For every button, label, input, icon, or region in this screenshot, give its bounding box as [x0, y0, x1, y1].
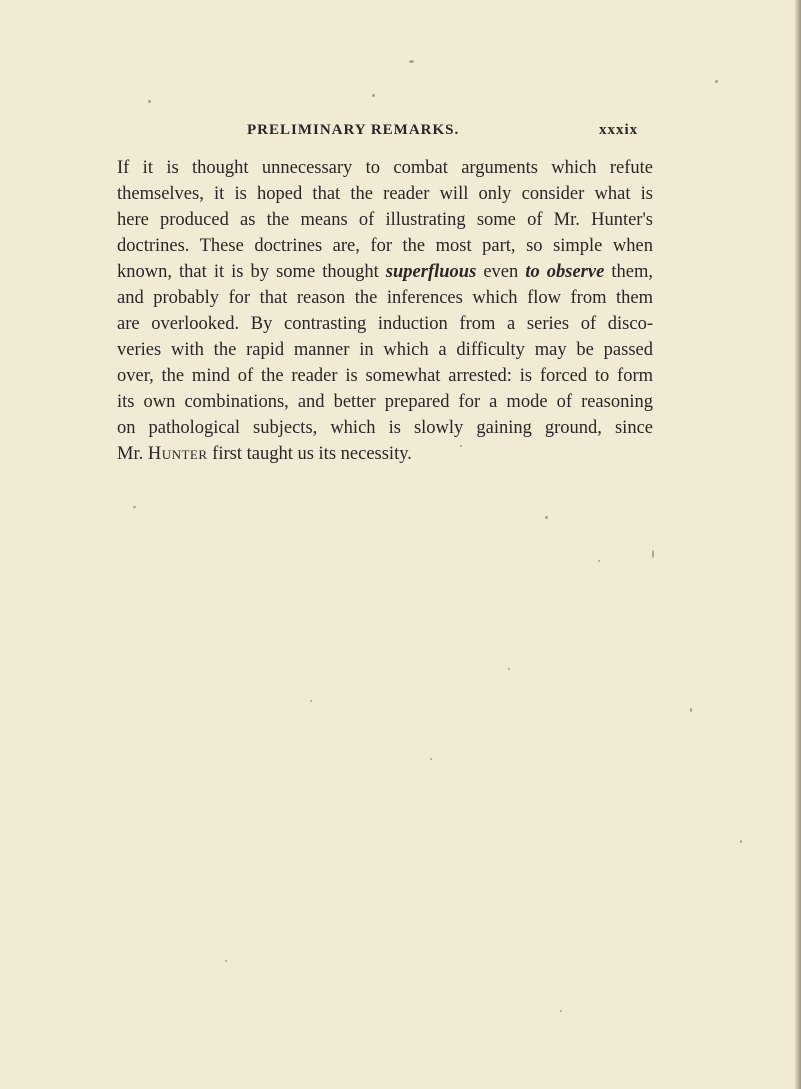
italic-superfluous: superfluous	[385, 262, 477, 282]
smallcaps-hunter: Hunter	[147, 444, 208, 464]
text-line-10: its own combinations, and better prepared for a mode of reasoning	[117, 392, 653, 412]
paper-speck	[430, 758, 432, 760]
text-line-1: If it is thought unnecessary to combat arguments which refute	[117, 158, 653, 178]
text-line-5	[117, 259, 653, 285]
paper-speck	[310, 700, 312, 702]
paper-speck	[133, 506, 136, 508]
paper-speck	[652, 550, 654, 558]
text-line-5-middle: even	[476, 262, 526, 282]
paper-speck	[715, 80, 718, 83]
text-line-12-start: Mr.	[117, 444, 148, 464]
page-edge-shadow	[795, 0, 801, 1089]
running-head: PRELIMINARY REMARKS.	[247, 122, 460, 138]
italic-to-observe: to observe	[525, 262, 605, 282]
text-line-12	[117, 441, 653, 467]
text-line-8: veries with the rapid manner in which a difficulty may be passed	[117, 340, 653, 360]
paper-speck	[508, 668, 510, 670]
page-header	[0, 122, 801, 146]
text-line-3: here produced as the means of illustrating some of Mr. Hunter's	[117, 210, 653, 230]
text-line-9: over, the mind of the reader is somewhat arrested: is forced to form	[117, 366, 653, 386]
paper-speck	[372, 94, 375, 97]
paper-speck	[690, 708, 692, 712]
paper-speck	[740, 840, 742, 843]
paper-speck	[560, 1010, 562, 1012]
text-line-4: doctrines. These doctrines are, for the most part, so simple when	[117, 236, 653, 256]
paper-speck	[598, 560, 600, 562]
text-line-7: are overlooked. By contrasting induction from a series of disco-	[117, 314, 653, 334]
text-line-5-end: them,	[604, 262, 653, 282]
text-line-6: and probably for that reason the inferences which flow from them	[117, 288, 653, 308]
paper-speck	[409, 60, 414, 63]
paper-speck	[225, 960, 227, 962]
text-line-5-start: known, that it is by some thought	[117, 262, 386, 282]
text-line-2: themselves, it is hoped that the reader will only consider what is	[117, 184, 653, 204]
paper-speck	[460, 445, 462, 447]
page-number: xxxix	[599, 122, 639, 138]
text-line-12-end: first taught us its necessity.	[207, 444, 412, 464]
paper-speck	[148, 100, 151, 103]
text-line-11: on pathological subjects, which is slowly gaining ground, since	[117, 418, 653, 438]
paper-speck	[545, 516, 548, 519]
